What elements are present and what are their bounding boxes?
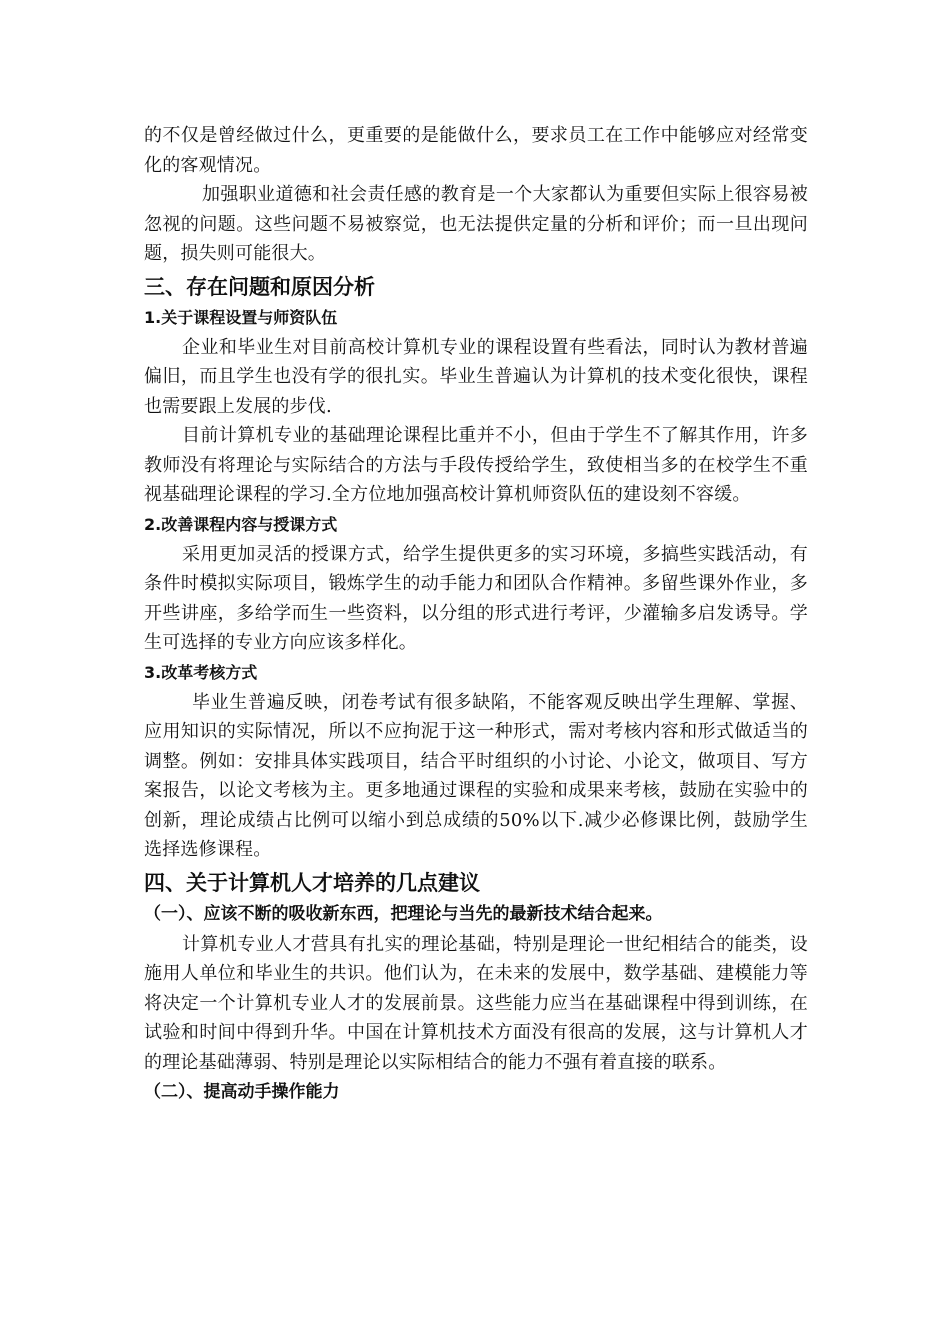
section-heading-suggestions: 四、关于计算机人才培养的几点建议	[144, 870, 480, 895]
document-body	[144, 121, 808, 1108]
subsection-heading-assessment-reform: 3.改革考核方式	[144, 662, 258, 682]
paragraph-basic-theory: 目前计算机专业的基础理论课程比重并不小，但由于学生不了解其作用，许多教师没有将理论与实际结合的方法与手段传授给学生，致使相当多的在校学生不重视基础理论课程的学习.全方位地加强高校计算机师资队伍的建设刻不容缓。	[144, 425, 808, 505]
paragraph-curriculum-opinions: 企业和毕业生对目前高校计算机专业的课程设置有些看法，同时认为教材普遍偏旧，而且学生也没有学的很扎实。毕业生普遍认为计算机的技术变化很快，课程也需要跟上发展的步伐.	[144, 336, 808, 417]
subsection-heading-teaching-methods: 2.改善课程内容与授课方式	[144, 514, 338, 534]
paragraph-flexible-teaching: 采用更加灵活的授课方式，给学生提供更多的实习环境，多搞些实践活动，有条件时模拟实际项目，锻炼学生的动手能力和团队合作精神。多留些课外作业，多开些讲座，多给学而生一些资料，以分组的形式进行考评，少灌输多启发诱导。学生可选择的专业方向应该多样化。	[144, 543, 808, 653]
section-heading-problems: 三、存在问题和原因分析	[144, 274, 375, 299]
subsection-heading-absorb-new: （一）、应该不断的吸收新东西，把理论与当先的最新技术结合起来。	[144, 903, 663, 924]
paragraph-ethics-education: 加强职业道德和社会责任感的教育是一个大家都认为重要但实际上很容易被忽视的问题。这些问题不易被察觉，也无法提供定量的分析和评价；而一旦出现问题，损失则可能很大。	[144, 184, 808, 264]
subsection-heading-hands-on: （二）、提高动手操作能力	[144, 1082, 340, 1102]
paragraph-assessment: 毕业生普遍反映，闭卷考试有很多缺陷，不能客观反映出学生理解、掌握、应用知识的实际情况，所以不应拘泥于这一种形式，需对考核内容和形式做适当的调整。例如：安排具体实践项目，结合平时组织的小讨论、小论文，做项目、写方案报告，以论文考核为主。更多地通过课程的实验和成果来考核，鼓励在实验中的创新，理论成绩占比例可以缩小到总成绩的50%以下.减少必修课比例，鼓励学生选择选修课程。	[144, 691, 808, 860]
paragraph-theory-foundation: 计算机专业人才营具有扎实的理论基础，特别是理论一世纪相结合的能类，设施用人单位和毕业生的共识。他们认为，在未来的发展中，数学基础、建模能力等将决定一个计算机专业人才的发展前景。这些能力应当在基础课程中得到训练，在试验和时间中得到升华。中国在计算机技术方面没有很高的发展，这与计算机人才的理论基础薄弱、特别是理论以实际相结合的能力不强有着直接的联系。	[144, 933, 808, 1073]
paragraph-continued: 的不仅是曾经做过什么，更重要的是能做什么，要求员工在工作中能够应对经常变化的客观情况。	[144, 125, 808, 176]
subsection-heading-curriculum-faculty: 1.关于课程设置与师资队伍	[144, 307, 338, 327]
